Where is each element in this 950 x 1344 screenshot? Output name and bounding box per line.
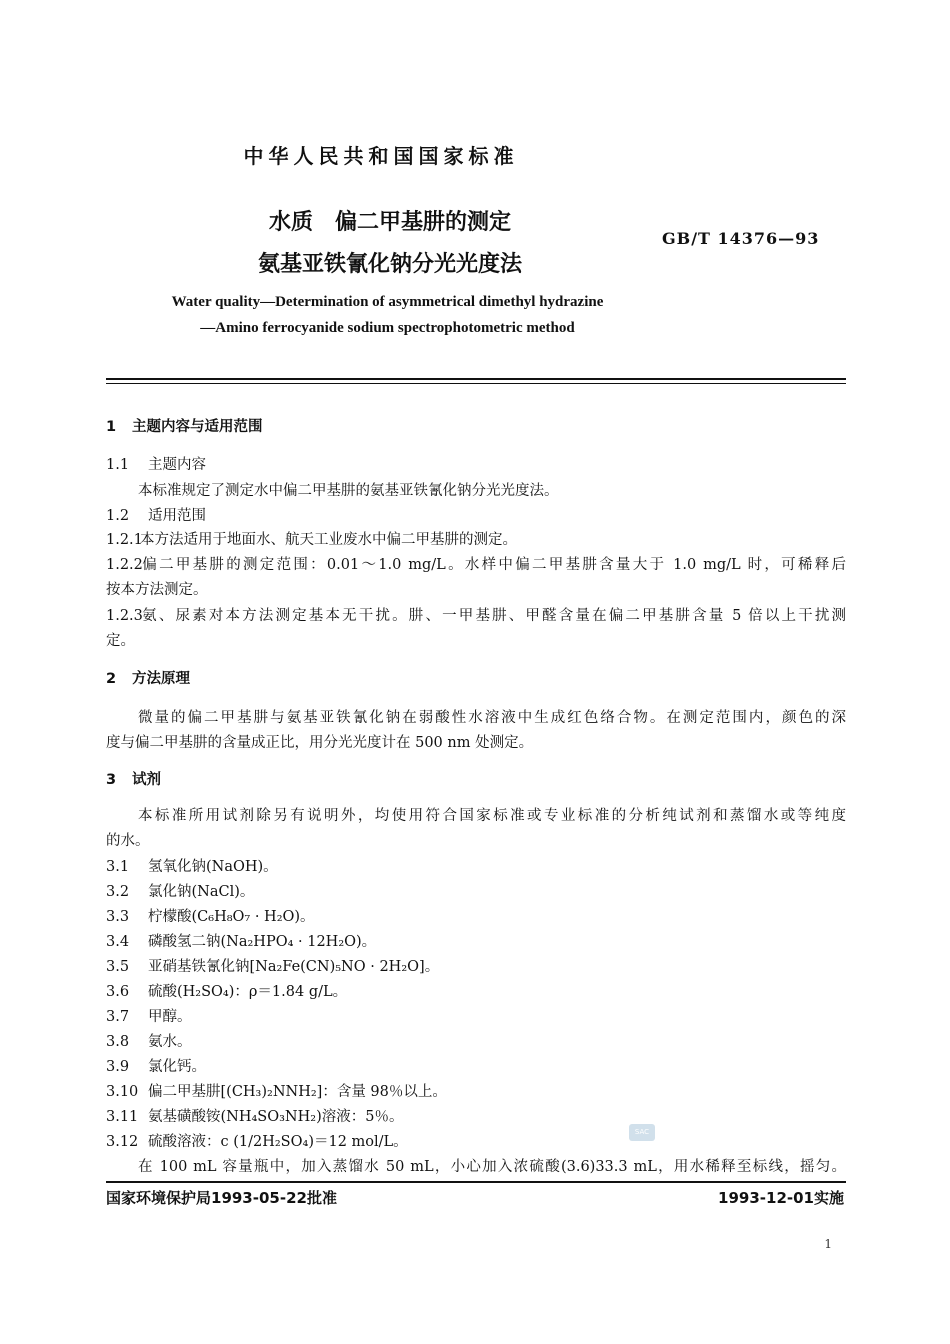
reagent-item: 3.9 氯化钙。: [106, 1059, 206, 1075]
section-2-text-line1: 微量的偏二甲基肼与氨基亚铁氰化钠在弱酸性水溶液中生成红色络合物。在测定范围内，颜色的深: [138, 710, 846, 726]
reagent-item: 3.6 硫酸(H₂SO₄)：ρ＝1.84 g/L。: [106, 984, 348, 1000]
section-1-2-2-line2: 按本方法测定。: [106, 582, 208, 598]
reagent-item: 3.10 偏二甲基肼[(CH₃)₂NNH₂]：含量 98％以上。: [106, 1084, 447, 1100]
section-1-2-1: 1.2.1本方法适用于地面水、航天工业废水中偏二甲基肼的测定。: [106, 532, 517, 548]
document-title-line2: 氨基亚铁氰化钠分光光度法: [257, 252, 522, 277]
section-3-intro-line1: 本标准所用试剂除另有说明外，均使用符合国家标准或专业标准的分析纯试剂和蒸馏水或等纯度: [138, 808, 846, 824]
reagent-item: 3.7 甲醇。: [106, 1009, 192, 1025]
reagent-item: 3.5 亚硝基铁氰化钠[Na₂Fe(CN)₅NO · 2H₂O]。: [106, 959, 440, 975]
section-1-1-text: 本标准规定了测定水中偏二甲基肼的氨基亚铁氰化钠分光光度法。: [138, 483, 559, 499]
section-3-intro-line2: 的水。: [106, 833, 150, 849]
section-1-heading: 1 主题内容与适用范围: [106, 419, 263, 435]
reagent-item: 3.11 氨基磺酸铵(NH₄SO₃NH₂)溶液：5％。: [106, 1109, 404, 1125]
watermark-logo: SAC: [629, 1124, 655, 1141]
section-1-2-2-line1: 1.2.2偏二甲基肼的测定范围：0.01～1.0 mg/L。水样中偏二甲基肼含量大于 1.0 mg/L 时，可稀释后: [106, 557, 846, 573]
reagent-item: 3.1 氢氧化钠(NaOH)。: [106, 859, 278, 875]
issuer-heading: 中华人民共和国国家标准: [243, 144, 519, 168]
section-2-heading: 2 方法原理: [106, 671, 190, 687]
reagent-item: 3.4 磷酸氢二钠(Na₂HPO₄ · 12H₂O)。: [106, 934, 377, 950]
reagent-item: 3.8 氨水。: [106, 1034, 192, 1050]
section-1-2-3-line2: 定。: [106, 633, 135, 649]
reagent-item: 3.2 氯化钠(NaCl)。: [106, 884, 255, 900]
section-3-heading: 3 试剂: [106, 772, 161, 788]
section-1-2-heading: 1.2 适用范围: [106, 508, 206, 524]
section-2-text-line2: 度与偏二甲基肼的含量成正比，用分光光度计在 500 nm 处测定。: [106, 735, 534, 751]
section-1-1-heading: 1.1 主题内容: [106, 457, 206, 473]
header-rule-thick: [106, 378, 846, 380]
approval-date: 国家环境保护局1993-05-22批准: [106, 1189, 337, 1207]
effective-date: 1993-12-01实施: [718, 1189, 844, 1207]
reagent-item: 3.3 柠檬酸(C₆H₈O₇ · H₂O)。: [106, 909, 315, 925]
reagent-3-12-detail: 在 100 mL 容量瓶中，加入蒸馏水 50 mL，小心加入浓硫酸(3.6)33.3 mL，用水稀释至标线，摇匀。: [138, 1159, 846, 1175]
header-rule-thin: [106, 383, 846, 384]
page-number: 1: [824, 1237, 832, 1251]
english-title-line2: —Amino ferrocyanide sodium spectrophotometric method: [200, 320, 575, 336]
standard-code: GB/T 14376—93: [662, 229, 820, 248]
footer-rule: [106, 1181, 846, 1183]
english-title-line1: Water quality—Determination of asymmetrical dimethyl hydrazine: [171, 294, 604, 310]
document-title-line1: 水质 偏二甲基肼的测定: [268, 210, 511, 235]
reagent-item: 3.12 硫酸溶液：c (1/2H₂SO₄)＝12 mol/L。: [106, 1134, 408, 1150]
section-1-2-3-line1: 1.2.3氨、尿素对本方法测定基本无干扰。肼、一甲基肼、甲醛含量在偏二甲基肼含量 5 倍以上干扰测: [106, 608, 846, 624]
